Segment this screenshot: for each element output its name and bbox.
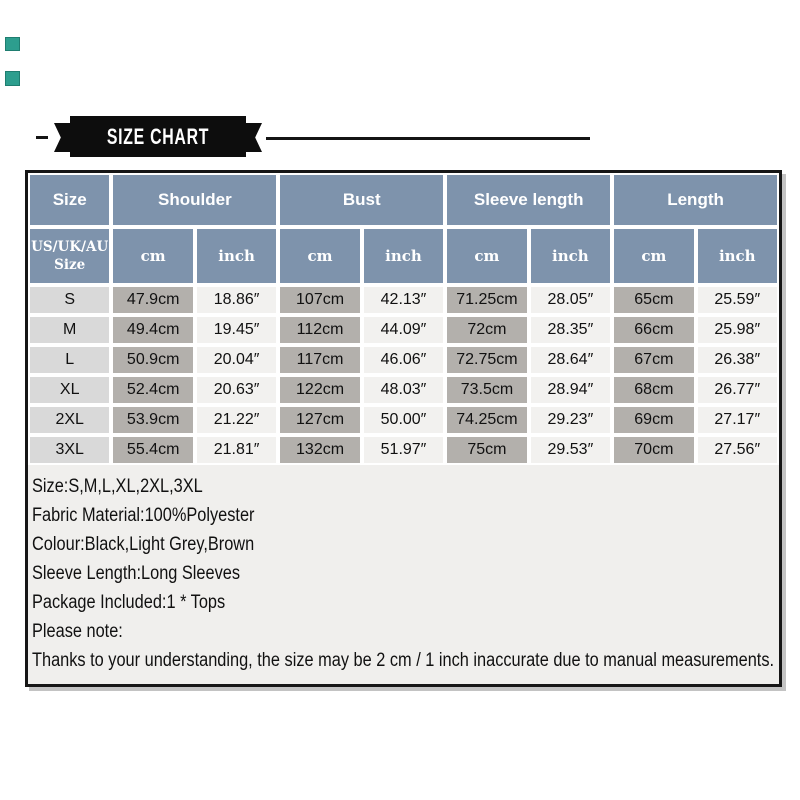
size-chart-banner xyxy=(70,116,246,157)
ribbon-right-fold xyxy=(244,123,262,152)
table-cell-length-inch: 25.59″ xyxy=(698,287,777,313)
table-cell-length-cm: 66cm xyxy=(614,317,693,343)
table-cell-length-inch: 27.56″ xyxy=(698,437,777,463)
table-cell-sleeve-inch: 29.23″ xyxy=(531,407,610,433)
table-cell-bust-inch: 48.03″ xyxy=(364,377,443,403)
table-cell-shoulder-inch: 19.45″ xyxy=(197,317,276,343)
table-cell-bust-cm: 132cm xyxy=(280,437,359,463)
table-cell-length-cm: 68cm xyxy=(614,377,693,403)
note-size-options: Size:S,M,L,XL,2XL,3XL xyxy=(32,476,203,497)
table-cell-length-inch: 26.77″ xyxy=(698,377,777,403)
note-please-note: Please note: xyxy=(32,621,123,642)
subheader-shoulder-cm: cm xyxy=(113,229,192,283)
table-cell-shoulder-inch: 18.86″ xyxy=(197,287,276,313)
size-chart-sheet xyxy=(25,170,782,687)
table-cell-shoulder-cm: 49.4cm xyxy=(113,317,192,343)
table-cell-shoulder-cm: 55.4cm xyxy=(113,437,192,463)
table-cell-bust-cm: 127cm xyxy=(280,407,359,433)
table-cell-size: 2XL xyxy=(30,407,109,433)
subheader-sleeve-cm: cm xyxy=(447,229,526,283)
table-cell-sleeve-inch: 28.94″ xyxy=(531,377,610,403)
table-cell-sleeve-inch: 28.35″ xyxy=(531,317,610,343)
table-cell-bust-inch: 46.06″ xyxy=(364,347,443,373)
teal-marker-top xyxy=(5,37,20,51)
table-cell-bust-cm: 112cm xyxy=(280,317,359,343)
table-cell-shoulder-cm: 52.4cm xyxy=(113,377,192,403)
table-cell-length-cm: 69cm xyxy=(614,407,693,433)
table-cell-sleeve-cm: 73.5cm xyxy=(447,377,526,403)
table-cell-bust-inch: 42.13″ xyxy=(364,287,443,313)
table-cell-length-inch: 27.17″ xyxy=(698,407,777,433)
table-cell-sleeve-cm: 74.25cm xyxy=(447,407,526,433)
column-header-sleeve-length: Sleeve length xyxy=(447,175,610,225)
column-header-length: Length xyxy=(614,175,777,225)
subheader-region-size xyxy=(30,229,109,283)
note-package-included: Package Included:1 * Tops xyxy=(32,592,226,613)
table-cell-shoulder-inch: 20.63″ xyxy=(197,377,276,403)
table-cell-bust-inch: 51.97″ xyxy=(364,437,443,463)
table-cell-size: 3XL xyxy=(30,437,109,463)
table-cell-shoulder-inch: 21.22″ xyxy=(197,407,276,433)
table-cell-size: S xyxy=(30,287,109,313)
table-cell-shoulder-inch: 21.81″ xyxy=(197,437,276,463)
note-fabric-material: Fabric Material:100%Polyester xyxy=(32,505,255,526)
table-cell-shoulder-inch: 20.04″ xyxy=(197,347,276,373)
subheader-size-word: Size xyxy=(54,257,86,273)
table-cell-sleeve-cm: 71.25cm xyxy=(447,287,526,313)
subheader-sleeve-inch: inch xyxy=(531,229,610,283)
table-cell-length-cm: 67cm xyxy=(614,347,693,373)
table-cell-length-cm: 70cm xyxy=(614,437,693,463)
banner-title: SIZE CHART xyxy=(106,123,210,149)
subheader-shoulder-inch: inch xyxy=(197,229,276,283)
subheader-bust-inch: inch xyxy=(364,229,443,283)
table-cell-sleeve-inch: 29.53″ xyxy=(531,437,610,463)
subheader-bust-cm: cm xyxy=(280,229,359,283)
table-cell-shoulder-cm: 53.9cm xyxy=(113,407,192,433)
table-cell-shoulder-cm: 47.9cm xyxy=(113,287,192,313)
note-colour: Colour:Black,Light Grey,Brown xyxy=(32,534,255,555)
teal-marker-bottom xyxy=(5,71,20,86)
column-header-size: Size xyxy=(30,175,109,225)
table-cell-bust-inch: 50.00″ xyxy=(364,407,443,433)
subheader-length-cm: cm xyxy=(614,229,693,283)
table-cell-bust-inch: 44.09″ xyxy=(364,317,443,343)
table-cell-size: L xyxy=(30,347,109,373)
table-cell-sleeve-cm: 72cm xyxy=(447,317,526,343)
table-cell-bust-cm: 117cm xyxy=(280,347,359,373)
table-cell-sleeve-cm: 75cm xyxy=(447,437,526,463)
column-header-bust: Bust xyxy=(280,175,443,225)
subheader-length-inch: inch xyxy=(698,229,777,283)
banner-dash-decoration xyxy=(36,136,48,139)
banner-rule-line xyxy=(266,137,590,140)
table-cell-size: M xyxy=(30,317,109,343)
note-sleeve-length: Sleeve Length:Long Sleeves xyxy=(32,563,241,584)
note-disclaimer: Thanks to your understanding, the size may be 2 cm / 1 inch inaccurate due to manual measurements. xyxy=(32,650,775,671)
table-cell-length-inch: 26.38″ xyxy=(698,347,777,373)
table-cell-length-inch: 25.98″ xyxy=(698,317,777,343)
column-header-shoulder: Shoulder xyxy=(113,175,276,225)
product-notes xyxy=(28,465,779,684)
subheader-region: US/UK/AU xyxy=(31,238,109,255)
table-cell-sleeve-inch: 28.64″ xyxy=(531,347,610,373)
table-cell-shoulder-cm: 50.9cm xyxy=(113,347,192,373)
size-table xyxy=(28,173,779,465)
table-cell-bust-cm: 107cm xyxy=(280,287,359,313)
table-cell-sleeve-cm: 72.75cm xyxy=(447,347,526,373)
table-cell-length-cm: 65cm xyxy=(614,287,693,313)
table-cell-sleeve-inch: 28.05″ xyxy=(531,287,610,313)
table-cell-bust-cm: 122cm xyxy=(280,377,359,403)
table-cell-size: XL xyxy=(30,377,109,403)
